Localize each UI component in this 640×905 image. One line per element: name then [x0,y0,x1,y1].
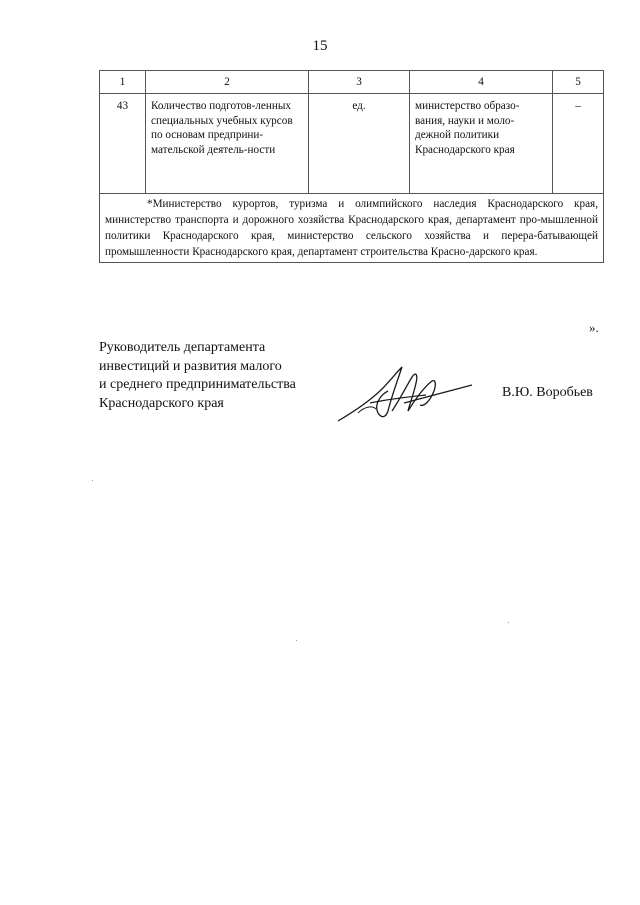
header-col-2: 2 [146,71,309,94]
row-number: 43 [100,94,146,194]
handwritten-signature [330,355,480,435]
signatory-title-line: Краснодарского края [99,395,224,411]
signer-name: В.Ю. Воробьев [502,385,593,400]
indicators-table [99,70,604,263]
row-indicator: Количество подготов-ленных специальных учебных курсов по основам предприни-мательской деятель-ности [146,94,309,194]
signatory-title-line: инвестиций и развития малого [99,358,282,374]
table-header-row [100,71,604,94]
signatory-title-line: Руководитель департамента [99,340,266,355]
scan-speck [296,640,297,641]
page-number: 15 [312,38,328,54]
table-row [100,94,604,194]
row-value: – [553,94,604,194]
header-col-3: 3 [309,71,410,94]
scan-speck [508,622,509,623]
closing-quote: ». [589,320,599,335]
scan-speck [92,480,93,481]
signatory-title [99,339,296,413]
footnote-row [100,194,604,263]
row-unit: ед. [309,94,410,194]
table-footnote: *Министерство курортов, туризма и олимпийского наследия Краснодарского края, министерство транспорта и дорожного хозяйства Краснодарского края, департамент про-мышленной политики Краснодарского края, министерство сельского хозяйства и перера-батывающей промышленности Краснодарского края, департамент строительства Красно-дарского края. [100,194,604,263]
header-col-4: 4 [410,71,553,94]
row-executor: министерство образо-вания, науки и моло-дежной политики Краснодарского края [410,94,553,194]
header-col-1: 1 [100,71,146,94]
header-col-5: 5 [553,71,604,94]
signatory-title-line: и среднего предпринимательства [99,377,296,392]
